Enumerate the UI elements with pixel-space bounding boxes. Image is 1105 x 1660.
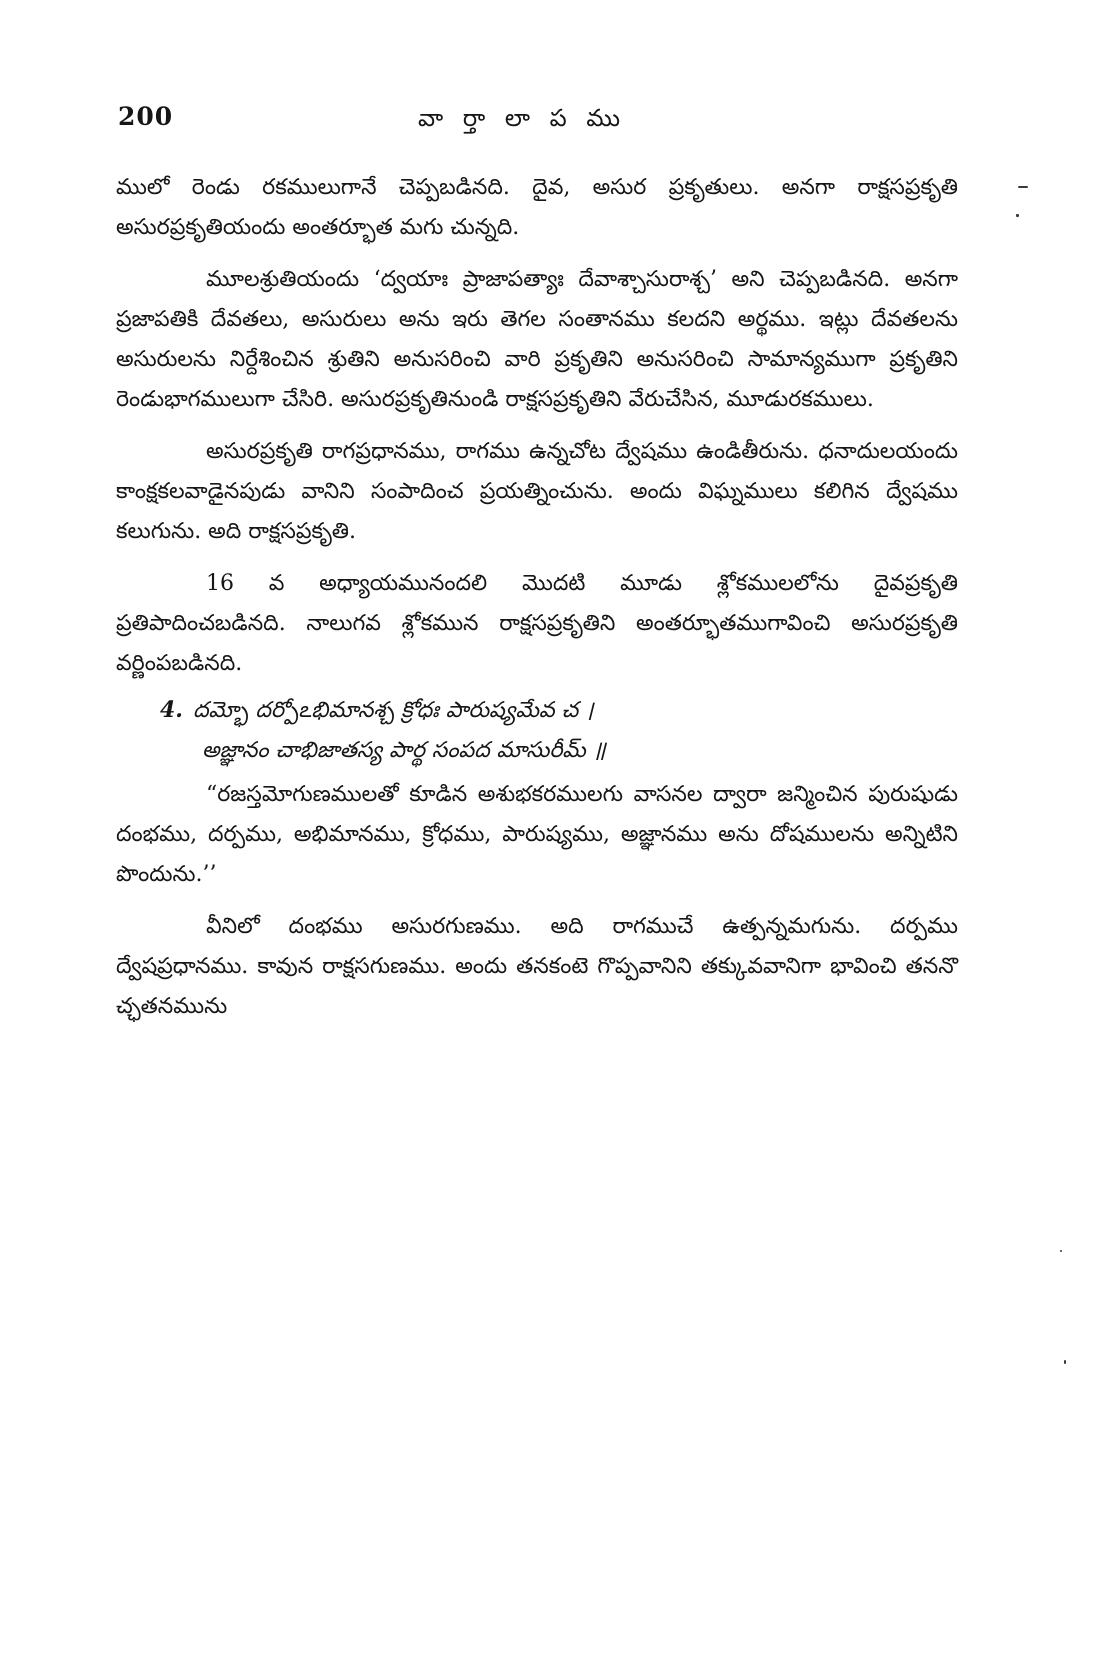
- verse-block: [116, 690, 958, 771]
- paragraph-2: మూలశ్రుతియందు ‘ద్వయాః ప్రాజాపత్యాః దేవాశ్చాసురాశ్చ’ అని చెప్పబడినది. అనగా ప్రజాపతికి దేవతలు, అసురులు అను ఇరు తెగల సంతానము కలదని అర్థము. ఇట్లు దేవతలను అసురులను నిర్దేశించిన శ్రుతిని అనుసరించి వారి ప్రకృతిని అనుసరించి సామాన్యముగా ప్రకృతిని రెండుభాగములుగా చేసిరి. అసురప్రకృతినుండి రాక్షసప్రకృతిని వేరుచేసిన, మూడురకములు.: [116, 267, 958, 412]
- verse-line-1-text: దమ్భో దర్పోఽభిమానశ్చ క్రోధః పారుష్యమేవ చ ।: [192, 698, 594, 723]
- verse-line-2: అజ్ఞానం చాభిజాతస్య పార్థ సంపద మాసురీమ్ ॥: [202, 738, 606, 763]
- body-text: [116, 168, 958, 1027]
- paragraph-4: 16 వ అధ్యాయమునందలి మొదటి మూడు శ్లోకములలోను దైవప్రకృతి ప్రతిపాదించబడినది. నాలుగవ శ్లోకమున రాక్షసప్రకృతిని అంతర్భూతముగావించి అసురప్రకృతి వర్ణింపబడినది.: [116, 571, 958, 676]
- paragraph-6: వీనిలో దంభము అసురగుణము. అది రాగముచే ఉత్పన్నమగును. దర్పము ద్వేషప్రధానము. కావున రాక్షసగుణము. అందు తనకంటె గొప్పవానిని తక్కువవానిగా భావించి తననొ చ్ఛతనమును: [116, 914, 958, 1019]
- page-header: [118, 102, 978, 142]
- verse-number: 4.: [160, 697, 183, 723]
- paragraph-5: “రజస్తమోగుణములతో కూడిన అశుభకరములగు వాసనల ద్వారా జన్మించిన పురుషుడు దంభము, దర్పము, అభిమానము, క్రోధము, పారుష్యము, అజ్ఞానము అను దోషములను అన్నిటిని పొందును.’’: [116, 782, 958, 887]
- scan-speck: [1016, 214, 1019, 217]
- scan-speck: [1018, 186, 1028, 188]
- scan-speck: [1060, 1250, 1062, 1252]
- paragraph-3: అసురప్రకృతి రాగప్రధానము, రాగము ఉన్నచోట ద్వేషము ఉండితీరును. ధనాదులయందు కాంక్షకలవాడైనపుడు వానిని సంపాదించ ప్రయత్నించును. అందు విఘ్నములు కలిగిన ద్వేషము కలుగును. అది రాక్షసప్రకృతి.: [116, 439, 958, 544]
- page-number: 200: [118, 102, 174, 131]
- scan-speck: [1064, 1360, 1066, 1364]
- verse-line-1: [116, 690, 958, 731]
- running-title: వా ర్తా లా ప ము: [418, 104, 627, 132]
- paragraph-1: ములో రెండు రకములుగానే చెప్పబడినది. దైవ, అసుర ప్రకృతులు. అనగా రాక్షసప్రకృతి అసురప్రకృతియందు అంతర్భూత మగు చున్నది.: [116, 175, 958, 240]
